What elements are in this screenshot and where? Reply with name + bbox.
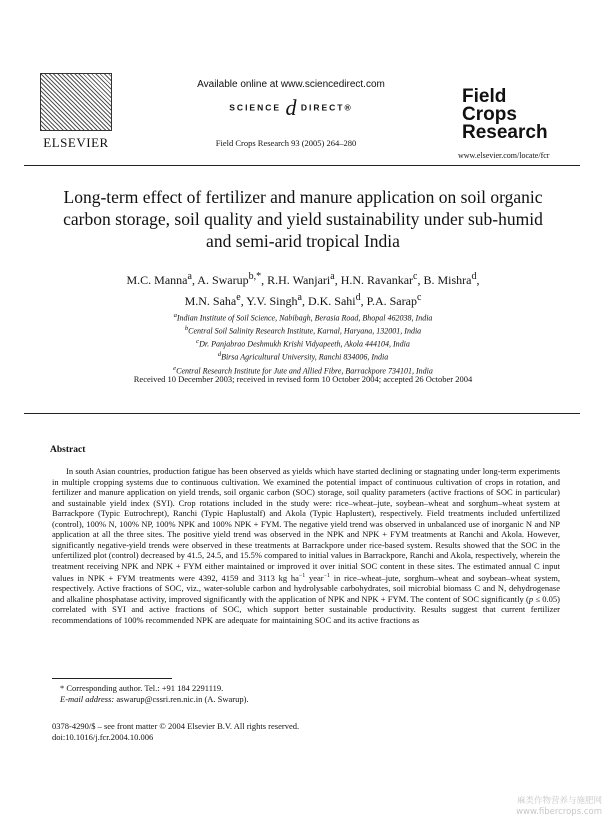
affiliation-e: $^e$Central Research Institute for Jute and Allied Fibre, Barrackpore 734101, India: [173, 364, 433, 376]
journal-title: [462, 88, 602, 142]
affiliation-d: $^d$Birsa Agricultural University, Ranchi 834006, India: [217, 351, 389, 363]
affiliation-a: $^a$Indian Institute of Soil Science, Nabibagh, Berasia Road, Bhopal 462038, India: [173, 312, 433, 323]
header-divider: [24, 165, 580, 166]
watermark-line-1: 麻类作物营养与施肥网: [516, 796, 602, 806]
publisher-name: ELSEVIER: [43, 135, 109, 150]
sd-logo-left: SCIENCE: [229, 102, 282, 113]
email-label: E-mail address:: [60, 694, 115, 704]
footnote-divider: [52, 678, 172, 679]
affiliation-list: [90, 311, 516, 377]
authors-line-2: M.N. Saha$^e$, Y.V. Singh$^a$, D.K. Sahi$^d$, P.A. Sarap$^c$: [184, 292, 422, 308]
section-divider: [24, 413, 580, 414]
watermark-line-2: www.fibercrops.com: [516, 807, 602, 817]
tree-emblem-icon: [40, 73, 112, 131]
journal-title-line1: Field: [462, 86, 507, 107]
corresponding-author-text: * Corresponding author. Tel.: +91 184 2291119.: [60, 683, 224, 693]
email-address: aswarup@cssri.ren.nic.in (A. Swarup).: [116, 694, 249, 704]
sciencedirect-logo: [196, 95, 386, 121]
journal-title-line2: Crops: [462, 104, 517, 125]
email-line: [60, 694, 540, 705]
authors-line-1: M.C. Manna$^a$, A. Swarup$^{b,*}$, R.H. Wanjari$^a$, H.N. Ravankar$^c$, B. Mishra$^d$,: [126, 271, 480, 287]
abstract-heading: Abstract: [50, 445, 86, 455]
copyright-line: 0378-4290/$ – see front matter © 2004 Elsevier B.V. All rights reserved.: [52, 721, 300, 731]
author-list: [70, 268, 536, 310]
site-watermark: [478, 796, 602, 818]
abstract-body: In south Asian countries, production fatigue has been observed as yields which have started declining or stagnating under long-term experiments in multiple cropping systems due to continuous cultivation. We examined the potential impact of continuous cultivation of crops in rotation, and fertilizer and manure application on yield trends, soil organic carbon (SOC) storage, soil quality parameters (active fractions of SOC in particular) and sustainable yield index (SYI). Crop rotations included in the study were: rice–wheat–jute, soybean–wheat and sorghum–wheat system at Barrackpore (Typic Eutrochrept), Ranchi (Typic Haplustalf) and Akola (Typic Haplustert), respectively. Field treatments included unfertilized (control), 100% N, 100% NP, 100% NPK and 100% NPK + FYM. The negative yield trend was observed in unbalanced use of inorganic N and NP application at all the three sites. The positive yield trend was observed in the NPK and NPK + FYM treatments at Ranchi and Akola. However, significantly negative-yield trends were observed in these treatments at Barrackpore under rice-based system. Results showed that the SOC in the unfertilized plot (control) decreased by 41.5, 24.5, and 15.5% compared to initial values in Barrackpore, Ranchi and Akola, respectively, wherein the treatment receiving NPK and NPK + FYM either maintained or improved it over initial SOC content in these sites. The estimated annual C input values in NPK + FYM treatments were 4392, 4159 and 3113 kg $ha^{-1}$ year$^{-1}$ in rice–wheat–jute, sorghum–wheat and soybean–wheat system, respectively. Active fractions of SOC, viz., water-soluble carbon and hydrolysable carbohydrates, soil microbial biomass C and N, dehydrogenase and alkaline phosphatase activity, improved significantly with the application of NPK and NPK + FYM. The content of SOC significantly (p ≤ 0.05) correlated with SYI and active fractions of SOC, which support better sustainable productivity. Results suggest that current fertilizer recommendations of 100% recommended NPK are adequate for maintaining SOC and its active fractions as: [52, 466, 560, 625]
received-dates: Received 10 December 2003; received in revised form 10 October 2004; accepted 26 October 2004: [133, 374, 473, 384]
affiliation-b: $^b$Central Soil Salinity Research Institute, Karnal, Haryana, 132001, India: [184, 325, 422, 336]
publisher-logo: [26, 73, 126, 148]
corresponding-author-note: [60, 683, 540, 705]
front-matter: [52, 721, 532, 743]
sd-logo-mark: d: [285, 95, 297, 120]
affiliation-c: $^c$Dr. Panjabrao Deshmukh Krishi Vidyapeeth, Akola 444104, India: [196, 338, 410, 349]
sd-logo-right: DIRECT®: [300, 102, 353, 113]
journal-title-line3: Research: [462, 122, 548, 143]
journal-citation: Field Crops Research 93 (2005) 264–280: [215, 138, 357, 148]
article-title: Long-term effect of fertilizer and manure application on soil organic carbon storage, soil quality and yield sustainability under sub-humid and semi-arid tropical India: [63, 187, 543, 251]
doi-line: doi:10.1016/j.fcr.2004.10.006: [52, 732, 154, 742]
available-online-text: Available online at www.sciencedirect.com: [197, 79, 385, 90]
journal-url: www.elsevier.com/locate/fcr: [458, 151, 550, 160]
